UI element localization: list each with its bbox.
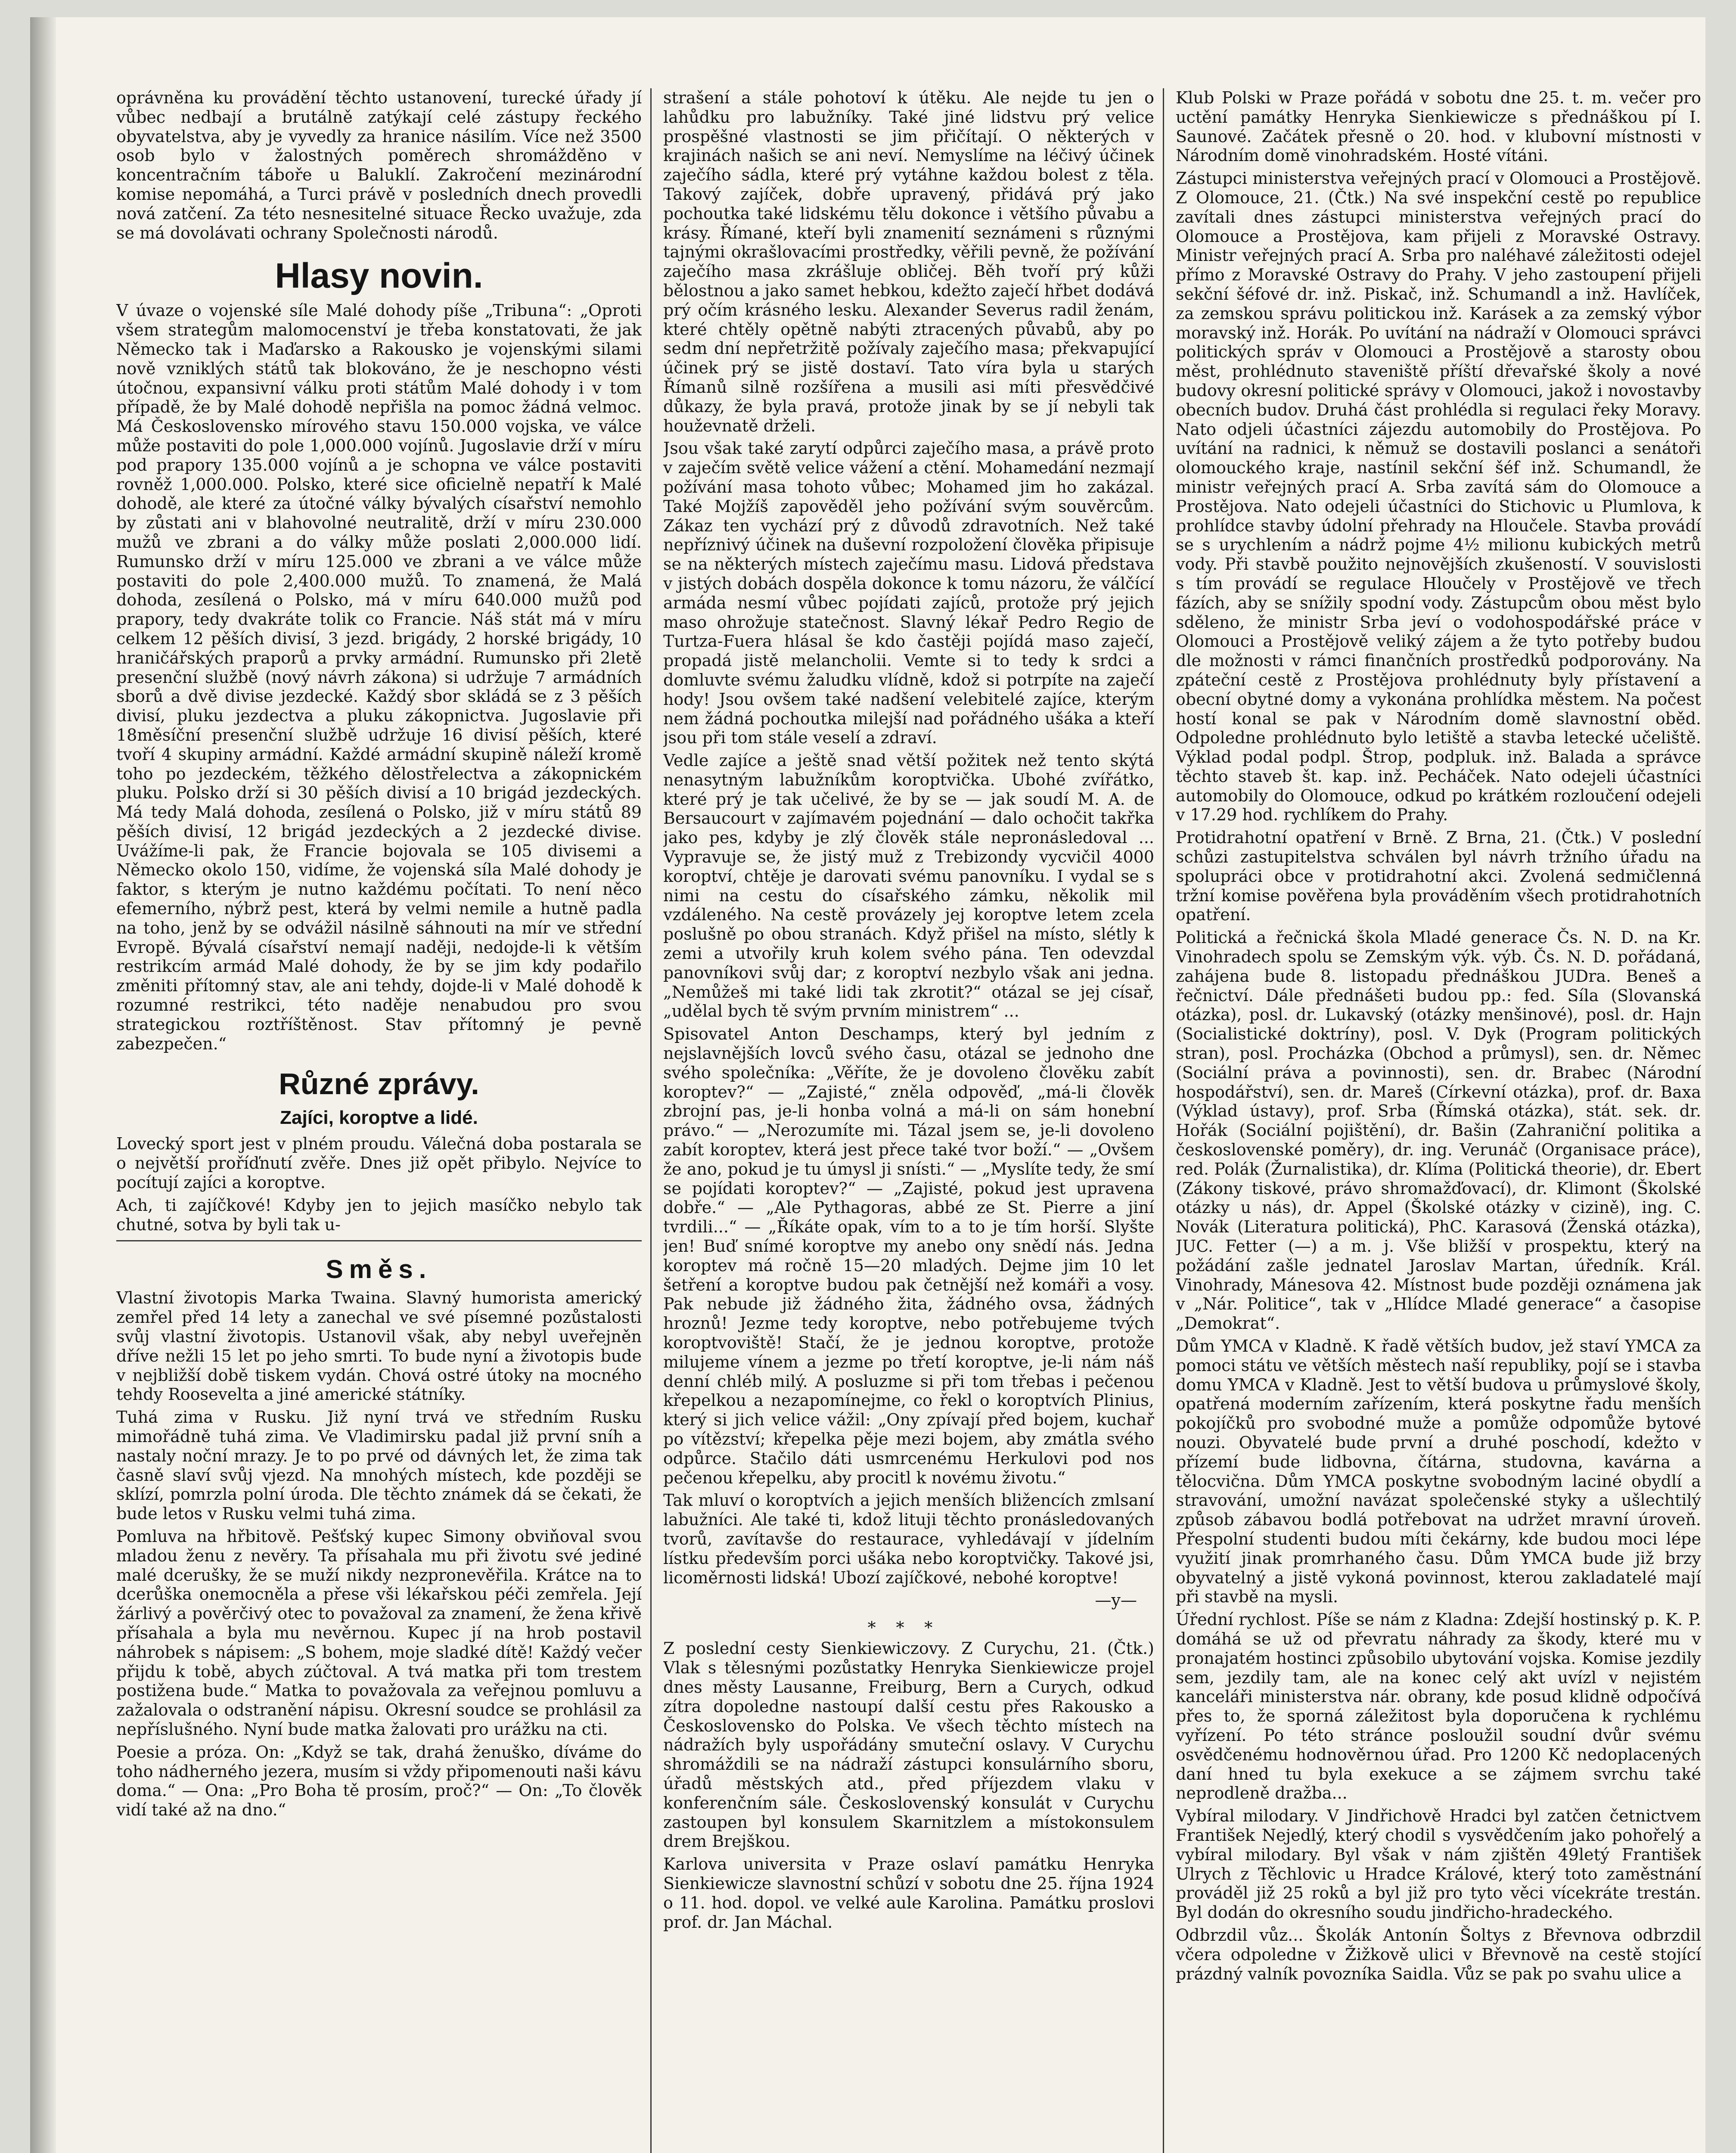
zajici-continued-2: Jsou však také zarytí odpůrci zaječího masa, a právě proto v zaječím světě velice vážení a ctění. Mohamedání nezmají požívání masa tohoto vůbec; Mohamed jim ho zakázal. Také Mojžíš zapověděl jeho požívání svým souvěrcům. Zákaz ten vychází prý z důvodů zdravotních. Než také nepříznivý účinek na duševní rozpoložení člověka připisuje se na některých místech zaječímu masu. Lidová představa v jistých dobách dospěla dokonce k tomu názoru, že válčící armáda nesmí vůbec pojídati zajíců, protože prý jejich maso ohrožuje statečnost. Slavný lékař Pedro Regio de Turtza-Fuera hlásal še kdo častěji pojídá maso zaječí, propadá jistě melancholii. Vemte si to tedy k srdci a domluvte svému žaludku vlídně, kdož si potrpíte na zaječí hody! Jsou ovšem také nadšení velebitelé zajíce, kterým nem žádná pochoutka milejší nad pořádného ušáka a kteří jsou při tom stále veselí a zdraví. (663, 439, 1154, 748)
column-1 (116, 88, 642, 2153)
zastupci-item: Zástupci ministerstva veřejných prací v Olomouci a Prostějově. Z Olomouce, 21. (Čtk.) Na své inspekční cestě po republice zavítali dnes zástupci ministerstva veřejných prací do Olomouce a Prostějova, kam přijeli z Moravské Ostravy. Ministr veřejných prací A. Srba pro naléhavé záležitosti odejel přímo z Moravské Ostravy do Prahy. V jeho zastoupení přijeli sekční šéfové dr. inž. Piskač, inž. Schumandl a inž. Havlíček, za zemskou správu politickou inž. Karásek a za zemský výbor moravský inž. Horák. Po uvítání na nádraží v Olomouci správci politických správ v Olomouci a Prostějově a starosty obou měst, prohlédnuto staveniště příští dřevařské školy a nové budovy okresní politické správy v Olomouci, jakož i novostavby obecních budov. Druhá část prohlédla si regulaci řeky Moravy. Nato odjeli účastníci zájezdu automobily do Prostějova. Po uvítání na radnici, k němuž se dostavili poslanci a senátoři olomouckého kraje, nastínil sekční šéf inž. Schumandl, že ministr veřejných prací A. Srba zavítá sám do Olomouce a Prostějova. Nato odejeli účastníci do Stichovic u Plumlova, k prohlídce stavby údolní přehrady na Hloučele. Stavba provádí se s urychlením a nádrž pojme 4½ milionu kubických metrů vody. Při stavbě použito nejnovějších zkušeností. V souvislosti s tím provádí se regulace Hloučely v Prostějově ve třech fázích, aby se snížily spodní vody. Zástupcům obou měst bylo sděleno, že ministr Srba jeví o vodohospodářské práce v Olomouci a Prostějově veliký zájem a že tyto potřeby budou dle možnosti v rámci finančních prostředků podporovány. Na zpáteční cestě z Prostějova prohlédnuty byly přístavení a obecní obytné domy a vykonána prohlídka městem. Na počest hostí konal se pak v Národním domě slavnostní oběd. Odpoledne prohlédnuto bylo letiště a stavba letecké učeliště. Výklad podal podpl. Štrop, podpluk. inž. Balada a správce těchto staveb št. kap. inž. Pecháček. Nato odejeli účastníci automobily do Olomouce, odkud po krátkém rozloučení odejeli v 17.29 hod. rychlíkem do Prahy. (1176, 169, 1701, 825)
article-signature: —y— (1095, 1591, 1137, 1610)
protidrahotni-item: Protidrahotní opatření v Brně. Z Brna, 21. (Čtk.) V poslední schůzi zastupitelstva schválen byl návrh tržního úřadu na spolupráci obce v protidrahotní akci. Zvolená sedmičlenná tržní komise pověřena byla prováděním všech protidrahotních opatření. (1176, 828, 1701, 924)
section-divider (116, 1240, 642, 1241)
hlasy-novin-heading: Hlasy novin. (275, 256, 483, 296)
sienkiewicz-item: Z poslední cesty Sienkiewiczovy. Z Curychu, 21. (Čtk.) Vlak s tělesnými pozůstatky Henryka Sienkiewicze projel dnes městy Lausanne, Freiburg, Bern a Curych, odkud zítra dopoledne nastoupí další cestu přes Rakousko a Československo do Polska. Ve všech těchto místech na nádražích byly uspořádány smuteční oslavy. V Curychu shromáždili se na nádraží zástupci konsulárního sboru, úřadů městských atd., před příjezdem vlaku v konferenčním sále. Československý konsulát v Curychu zastoupen byl konsulem Skarnitzlem a místokonsulem drem Brejškou. (663, 1639, 1154, 1851)
ornament-separator: ∗∗∗ (866, 1615, 951, 1634)
column-rule (650, 88, 652, 2153)
karlova-item: Karlova universita v Praze oslaví památku Henryka Sienkiewicze slavnostní schůzí v sobotu dne 25. října 1924 o 11. hod. dopol. ve velké aule Karolina. Památku proslovi prof. dr. Jan Máchal. (663, 1855, 1154, 1932)
zajici-paragraph-2: Ach, ti zajíčkové! Kdyby jen to jejich masíčko nebylo tak chutné, sotva by byli tak u- (116, 1195, 642, 1234)
ruzne-zpravy-heading: Různé zprávy. (279, 1067, 479, 1101)
column-2 (663, 88, 1154, 2153)
newspaper-page (30, 17, 1705, 2153)
koroptve-paragraph-1: Vedle zajíce a ještě snad větší požitek než tento skýtá nenasytným labužníkům koroptvička. Ubohé zvířátko, které prý je tak učelivé, že by se — jak soudí M. A. de Bersaucourt v zajímavém pojednání — dalo ochočit takřka jako pes, kdyby je zlý člověk stále nepronásledoval ... Vypravuje se, že jistý muž z Trebizondy vycvičil 4000 koroptví, chtěje je darovati svému panovníku. I vydal se s nimi na cestu do císařského zámku, několik mil vzdáleného. Na cestě provázely jej koroptve letem zcela poslušně po obou stranách. Když přišel na místo, slétly k zemi a utvořily kruh kolem svého pána. Ten odevzdal panovníkovi svůj dar; z koroptví nezbylo však ani jedna. „Nemůžeš mi také lidi tak zkrotit?“ otázal se jej císař, „udělal bych tě svým prvním ministrem“ ... (663, 751, 1154, 1021)
hlasy-novin-article: V úvaze o vojenské síle Malé dohody píše „Tribuna“: „Oproti všem strategům malomocenství je třeba konstatovati, že jak Německo tak i Maďarsko a Rakousko je vojenskými silami nově vzniklých států tak blokováno, že je neschopno vésti útočnou, expansivní válku proti státům Malé dohody i v tom případě, že by Malé dohodě nepřišla na pomoc žádná velmoc. Má Československo mírového stavu 150.000 vojska, ve válce může postaviti do pole 1,000.000 vojínů. Jugoslavie drží v míru pod prapory 135.000 vojínů a je schopna ve válce postaviti rovněž 1,000.000. Polsko, které sice oficielně nepatří k Malé dohodě, ale které za útočné války bývalých císařství nemohlo by zůstati ani v blahovolné neutralitě, drží v míru 230.000 mužů ve zbrani a do války může poslati 2,000.000 lidí. Rumunsko drží v míru 125.000 ve zbrani a ve válce může postaviti do pole 2,400.000 mužů. To znamená, že Malá dohoda, zesílená o Polsko, má v míru 640.000 mužů pod prapory, tedy dvakráte tolik co Francie. Náš stát má v míru celkem 12 pěších divisí, 3 jezd. brigády, 2 horské brigády, 10 hraničářských praporů a prvky armádní. Rumunsko při 2letě presenční službě (nový návrh zákona) si udržuje 7 armádních sborů a dvě divise jezdecké. Každý sbor skládá se z 3 pěších divisí, pluku jezdectva a pluku zákopnictva. Jugoslavie při 18měsíční presenční službě udržuje 16 divisí pěších, které tvoří 4 skupiny armádní. Každé armádní skupině náleží kromě toho po jezdeckém, těžkého dělostřelectva a zákopnickém pluku. Polsko drží si 30 pěších divisí a 10 brigád jezdeckých. Má tedy Malá dohoda, zesílená o Polsko, již v míru států 89 pěších divisí, 12 brigád jezdeckých a 2 jezdecké divise. Uvážíme-li pak, že Francie bojovala se 105 divisemi a Německo okolo 150, vidíme, že vojenská síla Malé dohody je faktor, s kterým je nutno každému počítati. To není něco efemerního, nýbrž pest, která by velmi nemile a hutně padla na toho, jenž by se odvážil násilně sáhnouti na mír ve střední Evropě. Bývalá císařství nemají naději, nedojde-li k větším restrikcím armád Malé dohody, že by se jim kdy podařilo změniti přítomný stav, ale ani tehdy, dojde-li v Malé dohodě k rozumné restrikci, této naděje nenabudou pro svou strategickou roztříštěnost. Stav přítomný je pevně zabezpečen.“ (116, 301, 642, 1053)
poesie-item: Poesie a próza. On: „Když se tak, drahá ženuško, díváme do toho nádherného jezera, musím si vždy připomenouti naši kávu doma.“ — Ona: „Pro Boha tě prosím, proč?“ — On: „To člověk vidí také až na dno.“ (116, 1742, 642, 1820)
zajici-continued-1: strašení a stále pohotoví k útěku. Ale nejde tu jen o lahůdku pro labužníky. Také jiné lidstvu prý velice prospěšné vlastnosti se jim přičítají. O některých v krajinách našich se ani neví. Nemyslíme na léčivý účinek zaječího sádla, které prý vytáhne každou bolest z těla. Takový zajíček, dobře upravený, přidává prý jako pochoutka také lidskému tělu dokonce i většího půvabu a krásy. Římané, kteří byli znamenití seznámeni s různými tajnými okrašlovacími prostředky, věřili pevně, že požívání zaječího masa zkrášluje obličej. Běh tvoří prý kůži bělostnou a jako samet hebkou, kdežto zaječí hřbet dodává prý očím krásného lesku. Alexander Severus radil ženám, které chtěly opětně nabýti ztracených půvabů, aby po sedm dní nepřetržitě požívaly zaječího masa; překvapující účinek prý se jistě dostaví. Tato víra byla u starých Římanů silně rozšířena a musili asi míti přesvědčivé důkazy, že byla pravá, protože jinak by se jí nebyli tak houževnatě drželi. (663, 88, 1154, 435)
column-rule (1163, 88, 1164, 2153)
uredni-rychlost-item: Úřední rychlost. Píše se nám z Kladna: Zdejší hostinský p. K. P. domáhá se už od převratu náhrady za škody, které mu v pronajatém hostinci způsobilo ubytování vojska. Komise jezdily sem, jezdily tam, ale na konec celý akt uvízl v nejistém kanceláři ministerstva nár. obrany, kde posud klidně odpočívá přes to, že sporná záležitost byla doporučena k rychlému vyřízení. Po této stránce posloužil soudní dvůr svému osvědčenému hodnověrnou úřad. Pro 1200 Kč nedoplacených daní hned tu byla exekuce a se zájmem svrchu také neprodleně dražba... (1176, 1610, 1701, 1803)
pomluva-item: Pomluva na hřbitově. Pešťský kupec Simony obviňoval svou mladou ženu z nevěry. Ta přísahala mu při životu své jediné malé dcerušky, že se muží nikdy nezpronevěřila. Krátce na to dcerůška onemocněla a přese vši lékařskou péči zemřela. Její žárlivý a pověrčivý otec to považoval za znamení, že žena křivě přísahala a byla mu nevěrnou. Kupec jí na hrob postavil náhrobek s nápisem: „S bohem, moje sladké dítě! Každý večer přijdu k tobě, abych zúčtoval. A tvá matka při tom trestem postižena bude.“ Matka to považovala za veřejnou pomluvu a zažalovala o odstranění nápisu. Okresní soudce se prohlásil za nepříslušného. Nyní bude matka žalovati pro urážku na cti. (116, 1527, 642, 1739)
vybiral-item: Vybíral milodary. V Jindřichově Hradci byl zatčen četnictvem František Nejedlý, který chodil s vysvědčením jako pohořelý a vybíral milodary. Byl však v nám zjištěn 49letý František Ulrych z Těchlovic u Hradce Králové, který toto zaměstnání prováděl již 25 roků a byl již pro tyto věci vícekráte trestán. Byl dodán do okresního soudu jindřicho-hradeckého. (1176, 1806, 1701, 1922)
zajici-paragraph-1: Lovecký sport jest v plném proudu. Válečná doba postarala se o největší proříďnutí zvěře. Dnes již opět přibylo. Nejvíce to pocítují zajíci a koroptve. (116, 1134, 642, 1192)
column-3 (1176, 88, 1701, 2153)
odbrzdil-item: Odbrzdil vůz... Školák Antonín Šoltys z Břevnova odbrzdil včera odpoledne v Žižkově ulici v Břevnově na cestě stojící prázdný valník povozníka Saidla. Vůz se pak po svahu ulice a (1176, 1925, 1701, 1983)
zajici-subheading: Zajíci, koroptve a lidé. (280, 1107, 478, 1129)
turkey-greece-article-end: oprávněna ku provádění těchto ustanovení, turecké úřady jí vůbec nedbají a brutálně zatýkají celé zástupy řeckého obyvatelstva, aby je vyvedly za hranice násilím. Více než 3500 osob bylo v žalostných poměrech shromážděno v koncentračním táboře u Baluklí. Zakročení mezinárodní komise nepomáhá, a Turci právě v posledních dnech provedli nová zatčení. Za této nesnesitelné situace Řecko uvažuje, zda se má dovolávati ochrany Společnosti národů. (116, 88, 642, 242)
politicka-skola-item: Politická a řečnická škola Mladé generace Čs. N. D. na Kr. Vinohradech spolu se Zemským výk. výb. Čs. N. D. pořádaná, zahájena bude 8. listopadu přednáškou JUDra. Beneš a řečnictví. Dále přednášeti budou pp.: fed. Síla (Slovanská otázka), posl. dr. Lukavský (otázky menšinové), posl. dr. Hajn (Socialistické doktríny), posl. V. Dyk (Program politických stran), posl. Procházka (Obchod a průmysl), sen. dr. Němec (Sociální práva a povinnosti), sen. dr. Brabec (Národní hospodářství), sen. dr. Mareš (Církevní otázka), prof. dr. Baxa (Výklad ústavy), prof. Srba (Římská otázka), stát. sek. dr. Hořák (Sociální pojištění), dr. Bašin (Zahraniční politika a československé poměry), dr. ing. Verunáč (Organisace práce), red. Polák (Žurnalistika), dr. Klíma (Politická theorie), dr. Ebert (Zákony tiskové, právo shromažďovací), dr. Klimont (Školské otázky u nás), dr. Appel (Školské otázky v cizině), ing. C. Novák (Literatura politická), PhC. Karasová (Ženská otázka), JUC. Fetter (—) a m. j. Vše bližší v prospektu, který na požádání zašle jednatel Jaroslav Martan, úředník. Král. Vinohrady, Mánesova 42. Místnost bude později oznámena jak v „Nár. Politice“, tak v „Hlídce Mladé generace“ a časopise „Demokrat“. (1176, 928, 1701, 1333)
ymca-item: Dům YMCA v Kladně. K řadě větších budov, jež staví YMCA za pomoci státu ve větších městech naší republiky, pojí se i stavba domu YMCA v Kladně. Jest to větší budova u průmyslové školy, opatřená moderním zařízením, která poskytne řadu menších pokojíčků pro svobodné muže a pomůže odpomůže bytové nouzi. Obyvatelé bude první a druhé poschodí, kdežto v přízemí bude lidbovna, čítárna, studovna, kavárna a tělocvična. Dům YMCA poskytne svobodným laciné obydlí a stravování, umožní navázat společenské styky a ušlechtilý způsob zábavou bodlá potřebovat na udržet mravní úroveň. Přespolní studenti budou míti čekárny, kde budou moci lépe využití jinak promrhaného času. Dům YMCA bude již brzy obyvatelný a jistě vykoná povinnost, kterou zakladatelé mají při stavbě na mysli. (1176, 1337, 1701, 1607)
koroptve-paragraph-3: Tak mluví o koroptvích a jejich menších bližencích zmlsaní labužníci. Ale také ti, kdož lituji těchto pronásledovaných tvorů, zavítavše do restaurace, vyhledávají v jídelním lístku především porci ušáka nebo koroptvičky. Takové jsi, licoměrnosti lidská! Ubozí zajíčkové, nebohé koroptve! (663, 1491, 1154, 1587)
page-binding-shadow (30, 17, 56, 2153)
twain-item: Vlastní životopis Marka Twaina. Slavný humorista americký zemřel před 14 lety a zanechal ve své písemné pozůstalosti svůj vlastní životopis. Ustanovil však, aby nebyl uveřejněn dříve nežli 15 let po jeho smrti. To bude nyní a životopis bude v nejbližší době tiskem vydán. Chová ostré útoky na mocného tehdy Roosevelta a jiné americké státníky. (116, 1288, 642, 1404)
smes-heading: Směs. (326, 1255, 432, 1284)
klub-polski-item: Klub Polski w Praze pořádá v sobotu dne 25. t. m. večer pro uctění památky Henryka Sienkiewicze s přednáškou pí I. Saunové. Začátek přesně o 20. hod. v klubovní místnosti v Národním domě vinohradském. Hosté vítáni. (1176, 88, 1701, 165)
koroptve-paragraph-2: Spisovatel Anton Deschamps, který byl jedním z nejslavnějších lovců svého času, otázal se jednoho dne svého společníka: „Věříte, že je dovoleno člověku zabít koroptev?“ — „Zajisté,“ zněla odpověď, „má-li člověk zbrojní pas, je-li honba volná a má-li on sám honební právo.“ — „Nerozumíte mi. Tázal jsem se, je-li dovoleno zabít koroptev, která jest přece také tvor boží.“ — „Ovšem že ano, pokud je tu úmysl ji snísti.“ — „Myslíte tedy, že smí se pojídati koroptev?“ — „Zajisté, pokud jest upravena dobře.“ — „Ale Pythagoras, abbé ze St. Pierre a jiní tvrdili...“ — „Říkáte opak, vím to a to je tím horší. Slyšte jen! Buď snímé koroptve my anebo ony snědí nás. Jedna koroptev má ročně 15—20 mladých. Dejme jim 10 let šetření a koroptve budou pak četnější než komáři a vosy. Pak nebude již žádného žita, žádného ovsa, žádných hroznů! Jezme tedy koroptve, nebo potřebujeme tvých koroptvoviště! Stačí, že je jednou koroptve, protože milujeme vínem a jezme po třetí koroptve, je-li nám náš denní chléb milý. A posluzme si při tom třebas i pečenou křepelkou a nezapomínejme, co řekl o koroptvích Plinius, který si jich velice vážil: „Ony zpívají před bojem, kuchař po vítězství; křepelka pěje mezi bojem, aby zmátla svého odpůrce. Stačilo dáti usmrcenému Herkulovi pod nos pečenou křepelku, aby procitl k novému životu.“ (663, 1024, 1154, 1487)
zima-item: Tuhá zima v Rusku. Již nyní trvá ve středním Rusku mimořádně tuhá zima. Ve Vladimirsku padal již první sníh a nastaly noční mrazy. Je to po prvé od dávných let, že zima tak časně slaví svůj vjezd. Na mnohých místech, kde později se sklízí, pomrzla polní úroda. Dle těchto známek dá se čekati, že bude letos v Rusku velmi tuhá zima. (116, 1408, 642, 1523)
